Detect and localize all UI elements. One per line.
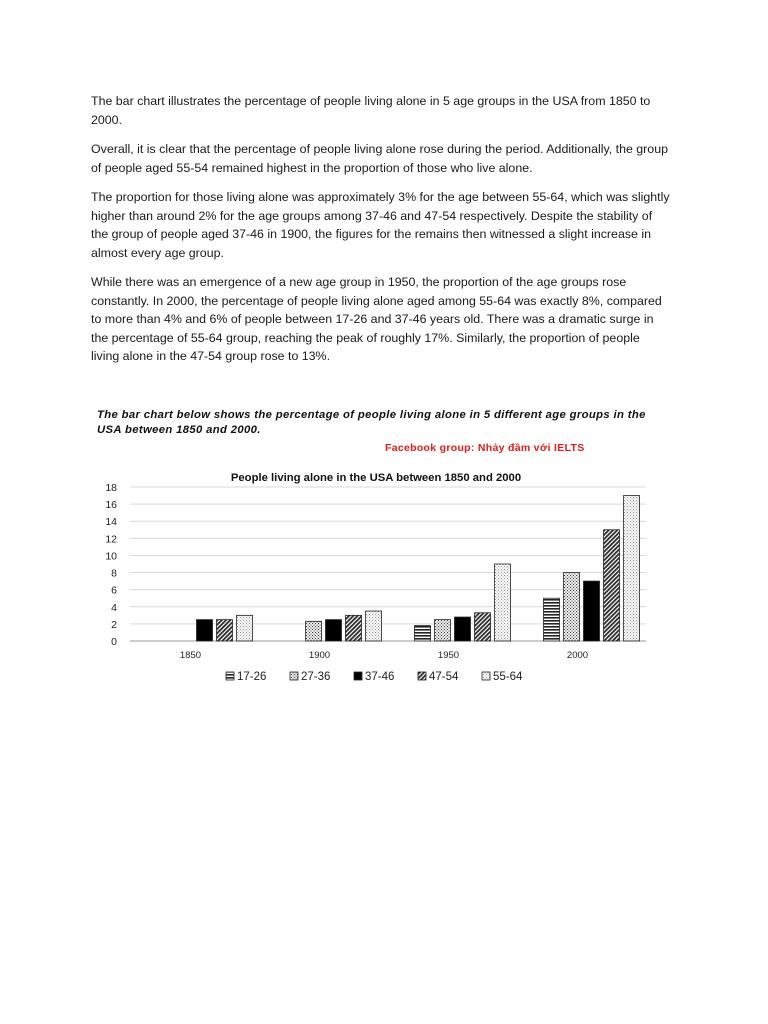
bar-2000-37-46 <box>584 581 600 641</box>
essay-paragraph-2: Overall, it is clear that the percentage of people living alone rose during the period. Additionally, the group of people aged 55-54 remained highest in the proportion of those who live alone. <box>91 142 668 175</box>
y-tick-label: 8 <box>111 567 117 580</box>
y-tick-label: 14 <box>105 516 117 529</box>
legend-label-17-26: 17-26 <box>237 671 267 683</box>
y-tick-label: 10 <box>105 550 117 563</box>
y-tick-label: 6 <box>111 584 117 597</box>
bar-1850-47-54 <box>217 620 233 641</box>
bar-1950-17-26 <box>415 626 431 641</box>
bar-chart <box>93 404 653 704</box>
chart-figure <box>93 404 653 704</box>
legend-label-55-64: 55-64 <box>493 671 523 683</box>
bar-1950-27-36 <box>435 620 451 641</box>
legend-swatch-55-64 <box>482 672 490 680</box>
bar-1900-27-36 <box>306 621 322 641</box>
x-tick-label: 1950 <box>437 650 460 661</box>
y-tick-label: 2 <box>111 618 117 631</box>
essay-paragraph-3: The proportion for those living alone was approximately 3% for the age between 55-64, which was slightly higher than around 2% for the age groups among 37-46 and 47-54 respectively. Despite the stability of the group of people aged 37-46 in 1900, the figures for the remains then witnessed a slight increase in almost every age group. <box>91 190 670 260</box>
bar-1950-37-46 <box>455 617 471 641</box>
legend-label-47-54: 47-54 <box>429 671 459 683</box>
y-tick-label: 12 <box>105 533 117 546</box>
bar-1850-37-46 <box>197 620 213 641</box>
bar-1900-47-54 <box>346 615 362 641</box>
legend-swatch-27-36 <box>290 672 298 680</box>
bar-1900-37-46 <box>326 620 342 641</box>
task-prompt: The bar chart below shows the percentage of people living alone in 5 different age groups in the USA between 1850 and 2000. <box>97 409 646 436</box>
essay-text <box>91 92 671 377</box>
bar-1900-55-64 <box>366 611 382 641</box>
y-tick-label: 4 <box>111 601 117 614</box>
x-tick-label: 2000 <box>566 650 589 661</box>
legend-swatch-47-54 <box>418 672 426 680</box>
bar-1950-47-54 <box>475 613 491 641</box>
bar-2000-17-26 <box>544 598 560 641</box>
bar-2000-47-54 <box>604 530 620 641</box>
facebook-group-credit: Facebook group: Nhảy đầm với IELTS <box>385 442 585 454</box>
y-tick-label: 16 <box>105 499 117 512</box>
x-tick-label: 1850 <box>179 650 202 661</box>
legend-label-27-36: 27-36 <box>301 671 331 683</box>
x-tick-label: 1900 <box>308 650 331 661</box>
essay-paragraph-4: While there was an emergence of a new age group in 1950, the proportion of the age groups rose constantly. In 2000, the percentage of people living alone aged among 55-64 was exactly 8%, compared to more than 4% and 6% of people between 17-26 and 37-46 years old. There was a dramatic surge in the percentage of 55-64 group, reaching the peak of roughly 17%. Similarly, the proportion of people living alone in the 47-54 group rose to 13%. <box>91 275 662 363</box>
bar-2000-27-36 <box>564 573 580 641</box>
essay-paragraph-1: The bar chart illustrates the percentage of people living alone in 5 age groups in the USA from 1850 to 2000. <box>91 94 651 127</box>
bar-1850-55-64 <box>237 615 253 641</box>
legend-swatch-37-46 <box>354 672 362 680</box>
legend-swatch-17-26 <box>226 672 234 680</box>
y-tick-label: 18 <box>105 482 117 494</box>
legend-label-37-46: 37-46 <box>365 671 395 683</box>
bar-1950-55-64 <box>495 564 511 641</box>
bar-2000-55-64 <box>624 496 640 641</box>
chart-title: People living alone in the USA between 1850 and 2000 <box>230 472 522 484</box>
y-tick-label: 0 <box>111 636 117 648</box>
